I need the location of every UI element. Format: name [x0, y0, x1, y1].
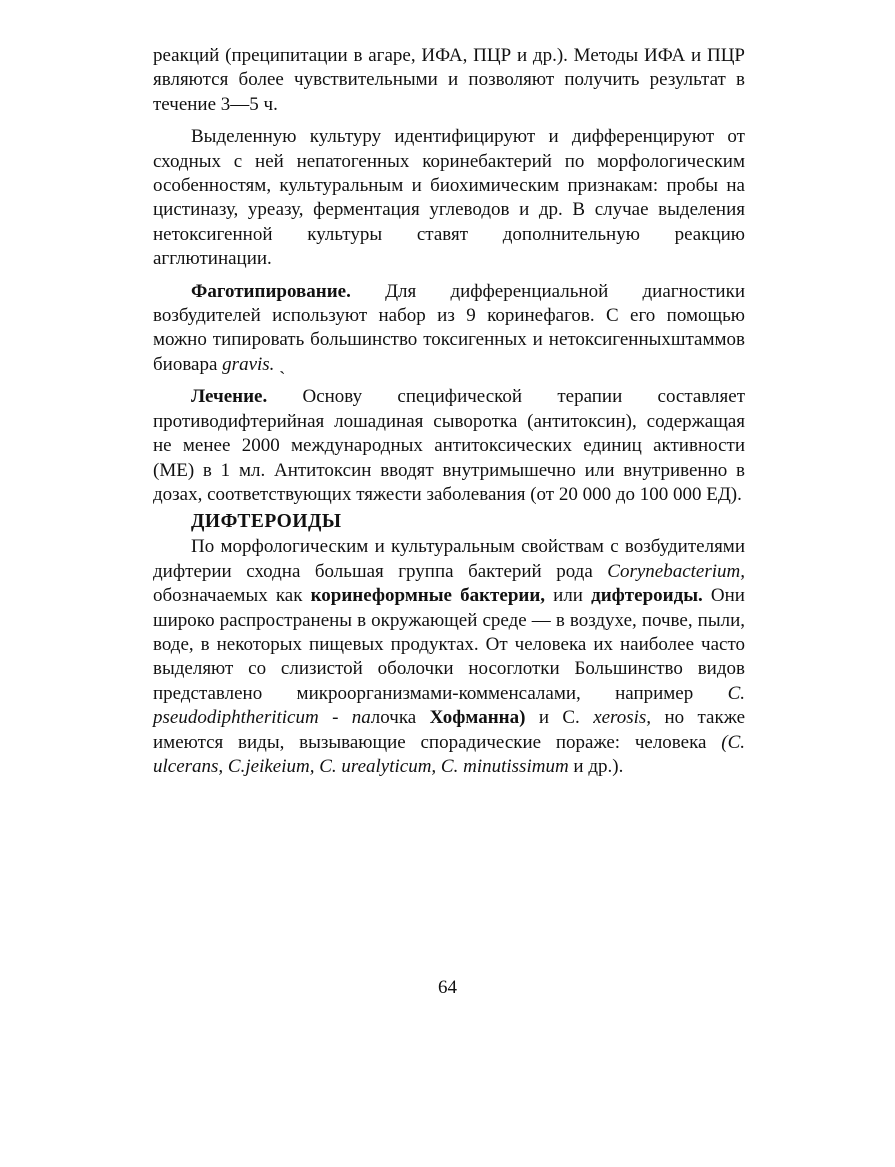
text-run: Выделенную культуру идентифицируют и дифференцируют от сходных с ней непатогенных коринебактерий по морфологическим особенностям, культуральным и биохимическим признакам: пробы на цистиназу, уреазу, ферментация углеводов и др. В случае выделения нетоксигенной культуры ставят дополнительную реакцию агглютинации. — [153, 126, 745, 270]
page-number: 64 — [438, 977, 457, 998]
bold-term: Фаготипирование. — [191, 280, 351, 302]
italic-term: xerosis, — [593, 707, 652, 729]
body-text-after-heading — [153, 535, 745, 779]
text-run: лочка — [370, 707, 430, 729]
text-run: или — [545, 585, 592, 607]
bold-term: дифтероиды. — [591, 585, 703, 607]
text-run: По морфологическим и культуральным свойствам с возбудителями дифтерии сходна большая группа бактерий рода — [153, 536, 745, 582]
italic-term: (C. ulcerans, C.jeikeium, C. urealyticum, C. minutissimum — [153, 731, 745, 777]
text-run: Основу специфической терапии составляет противодифтерийная лошадиная сыворотка (антитоксин), содержащая не менее 2000 международных антитоксических единиц активности (МЕ) в 1 мл. Антитоксин вводят внутримышечно или внутривенно в дозах, соответствующих тяжести заболевания (от 20 000 до 100 000 ЕД). — [153, 386, 745, 505]
section-heading: ДИФТЕРОИДЫ — [191, 511, 342, 533]
text-run: реакций (преципитации в агаре, ИФА, ПЦР и др.). Методы ИФА и ПЦР являются более чувствительными и позволяют получить результат в течение 3—5 ч. — [153, 45, 745, 115]
bold-term: Хофманна) — [429, 707, 526, 729]
text-run: ˎ — [274, 353, 286, 375]
page-content — [153, 44, 745, 779]
bold-term: коринеформные бактерии, — [310, 585, 546, 607]
text-run: Для дифференциальной диагностики возбудителей используют набор из 9 коринефагов. С его помощью можно типировать большинство токсигенных и нетоксигенныхштаммов биовара — [153, 280, 745, 375]
paragraph — [153, 385, 745, 507]
paragraph — [153, 125, 745, 271]
text-run: но также имеются виды, вызывающие спорадические пораже: человека — [153, 707, 746, 753]
italic-term: gravis. — [222, 353, 275, 375]
text-run: и С. — [525, 707, 594, 729]
text-run: обозначаемых как — [153, 585, 311, 607]
paragraph — [153, 280, 745, 378]
paragraph — [153, 535, 745, 779]
italic-term: па — [351, 707, 371, 729]
text-run: и др.). — [568, 755, 624, 777]
text-run: Они широко распространены в окружающей среде — в воздухе, почве, пыли, воде, в некоторых пищевых продуктах. От человека их наиболее часто выделяют со слизистой оболочки носоглотки Большинство видов представлено микроорганизмами-комменсалами, например — [153, 585, 745, 704]
text-run: - — [318, 707, 352, 729]
italic-term: C. pseudodiphtheriticum — [153, 682, 745, 729]
body-text-before-heading — [153, 44, 745, 507]
bold-term: Лечение. — [191, 386, 268, 408]
italic-term: Corynebacterium, — [607, 560, 745, 582]
paragraph — [153, 44, 745, 117]
